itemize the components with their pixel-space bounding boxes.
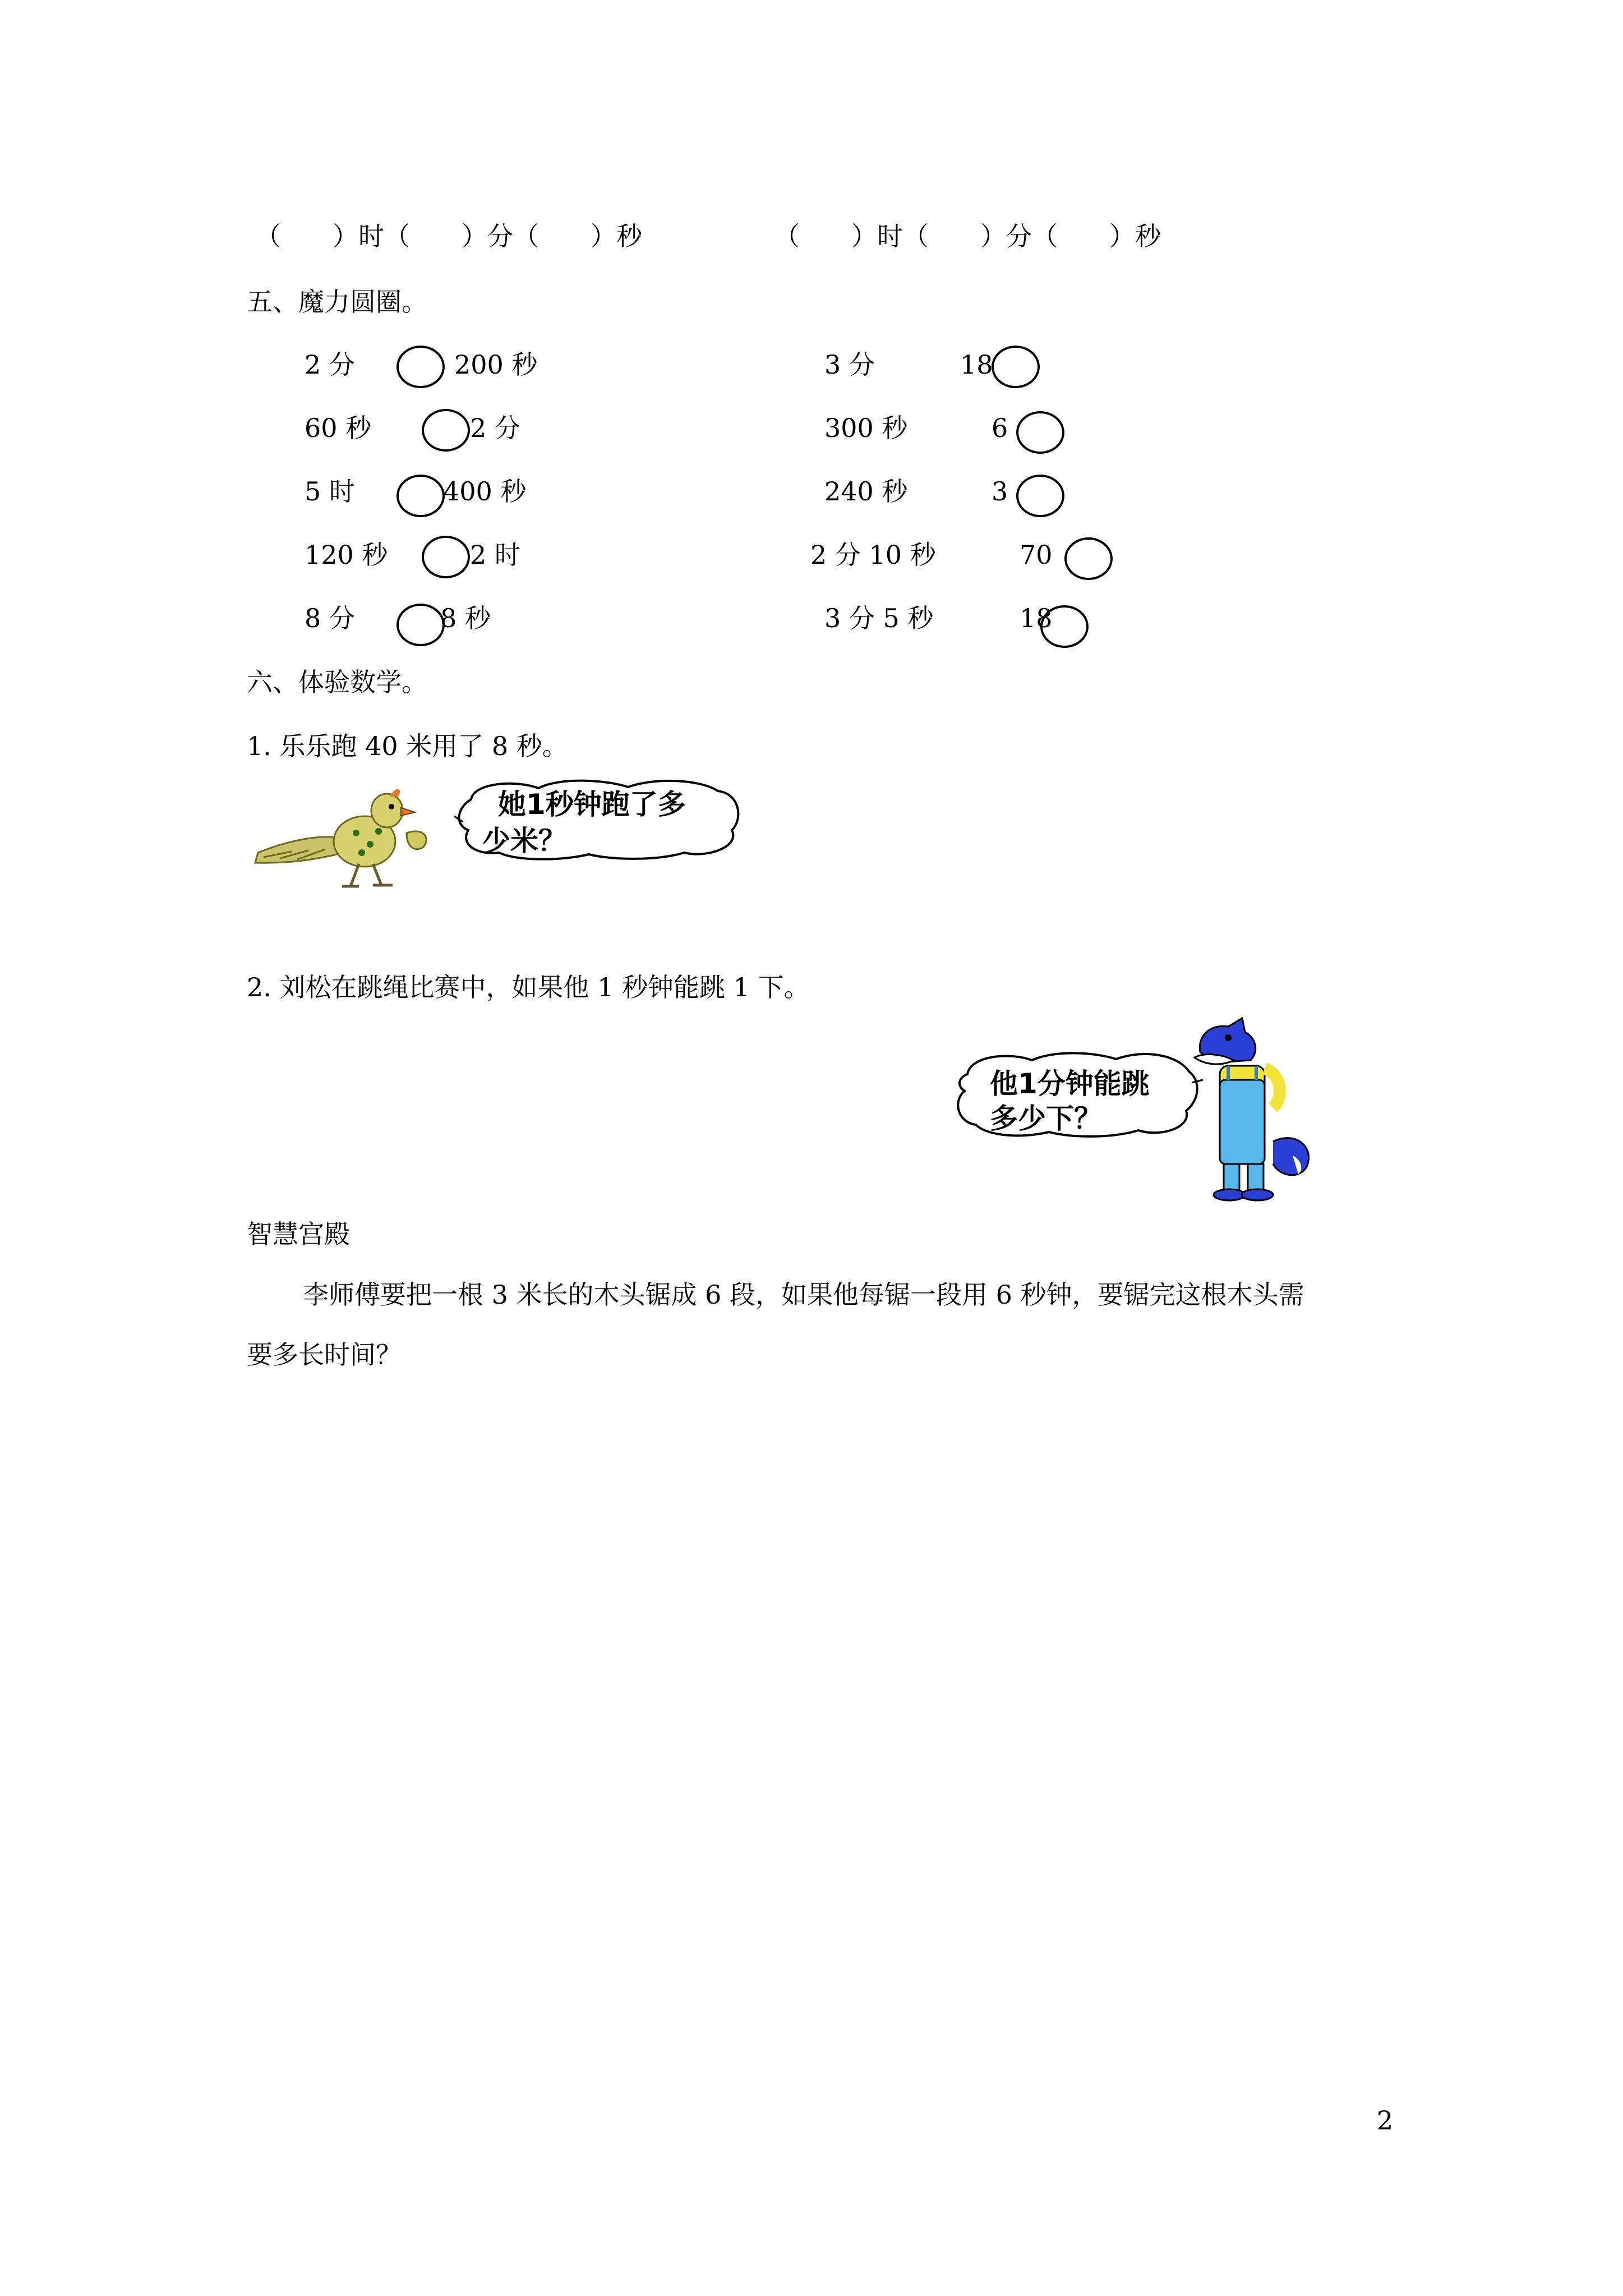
- answer-circle[interactable]: [1040, 605, 1089, 648]
- answer-circle[interactable]: [396, 604, 445, 646]
- section5-title: 五、魔力圆圈。: [247, 287, 427, 317]
- row1-left-b: 200 秒: [454, 349, 538, 380]
- row1-right-a: 3 分: [824, 349, 875, 380]
- row5-right-b: 18: [1020, 603, 1053, 633]
- row5-left-a: 8 分: [305, 603, 355, 633]
- row3-right-b: 3: [992, 476, 1008, 507]
- bird-illustration: [247, 780, 437, 892]
- row4-right-a: 2 分 10 秒: [810, 540, 936, 570]
- row3-left-b: 400 秒: [443, 476, 527, 507]
- row5-right-a: 3 分 5 秒: [824, 603, 934, 633]
- answer-circle[interactable]: [1016, 475, 1064, 517]
- bubble-1-line1: 她1秒钟跑了多: [498, 788, 686, 821]
- time-blank-right: （ ）时（ ）分（ ）秒: [774, 221, 1161, 251]
- wisdom-title: 智慧宫殿: [247, 1219, 350, 1249]
- row4-left-b: 2 时: [470, 540, 520, 570]
- time-blank-left: （ ）时（ ）分（ ）秒: [255, 221, 642, 251]
- row4-right-b: 70: [1020, 540, 1053, 570]
- answer-circle[interactable]: [1064, 537, 1113, 580]
- question-1: 1. 乐乐跑 40 米用了 8 秒。: [247, 731, 568, 761]
- answer-circle[interactable]: [396, 346, 445, 388]
- fox-illustration: [1189, 1013, 1318, 1203]
- answer-circle[interactable]: [1016, 411, 1064, 454]
- row2-right-b: 6: [992, 413, 1008, 443]
- row5-left-b: 8 秒: [440, 603, 491, 633]
- wisdom-line2: 要多长时间？: [247, 1340, 402, 1370]
- row2-left-a: 60 秒: [305, 413, 372, 443]
- bubble-2-line2: 多少下？: [990, 1102, 1102, 1135]
- answer-circle[interactable]: [422, 409, 470, 452]
- row3-left-a: 5 时: [305, 476, 355, 507]
- bubble-1-line2: 少米？: [482, 825, 566, 857]
- row2-right-a: 300 秒: [824, 413, 908, 443]
- row1-right-b: 18: [960, 349, 993, 380]
- row3-right-a: 240 秒: [824, 476, 908, 507]
- question-2: 2. 刘松在跳绳比赛中，如果他 1 秒钟能跳 1 下。: [247, 972, 810, 1002]
- row4-left-a: 120 秒: [305, 540, 388, 570]
- wisdom-line1: 李师傅要把一根 3 米长的木头锯成 6 段，如果他每锯一段用 6 秒钟，要锯完这根木头需: [303, 1280, 1304, 1310]
- answer-circle[interactable]: [992, 346, 1040, 388]
- section6-title: 六、体验数学。: [247, 667, 427, 697]
- answer-circle[interactable]: [422, 536, 470, 578]
- page-number: 2: [1377, 2105, 1394, 2136]
- answer-circle[interactable]: [396, 475, 445, 517]
- row2-left-b: 2 分: [470, 413, 520, 443]
- bubble-2-line1: 他1分钟能跳: [990, 1068, 1150, 1100]
- row1-left-a: 2 分: [305, 349, 355, 380]
